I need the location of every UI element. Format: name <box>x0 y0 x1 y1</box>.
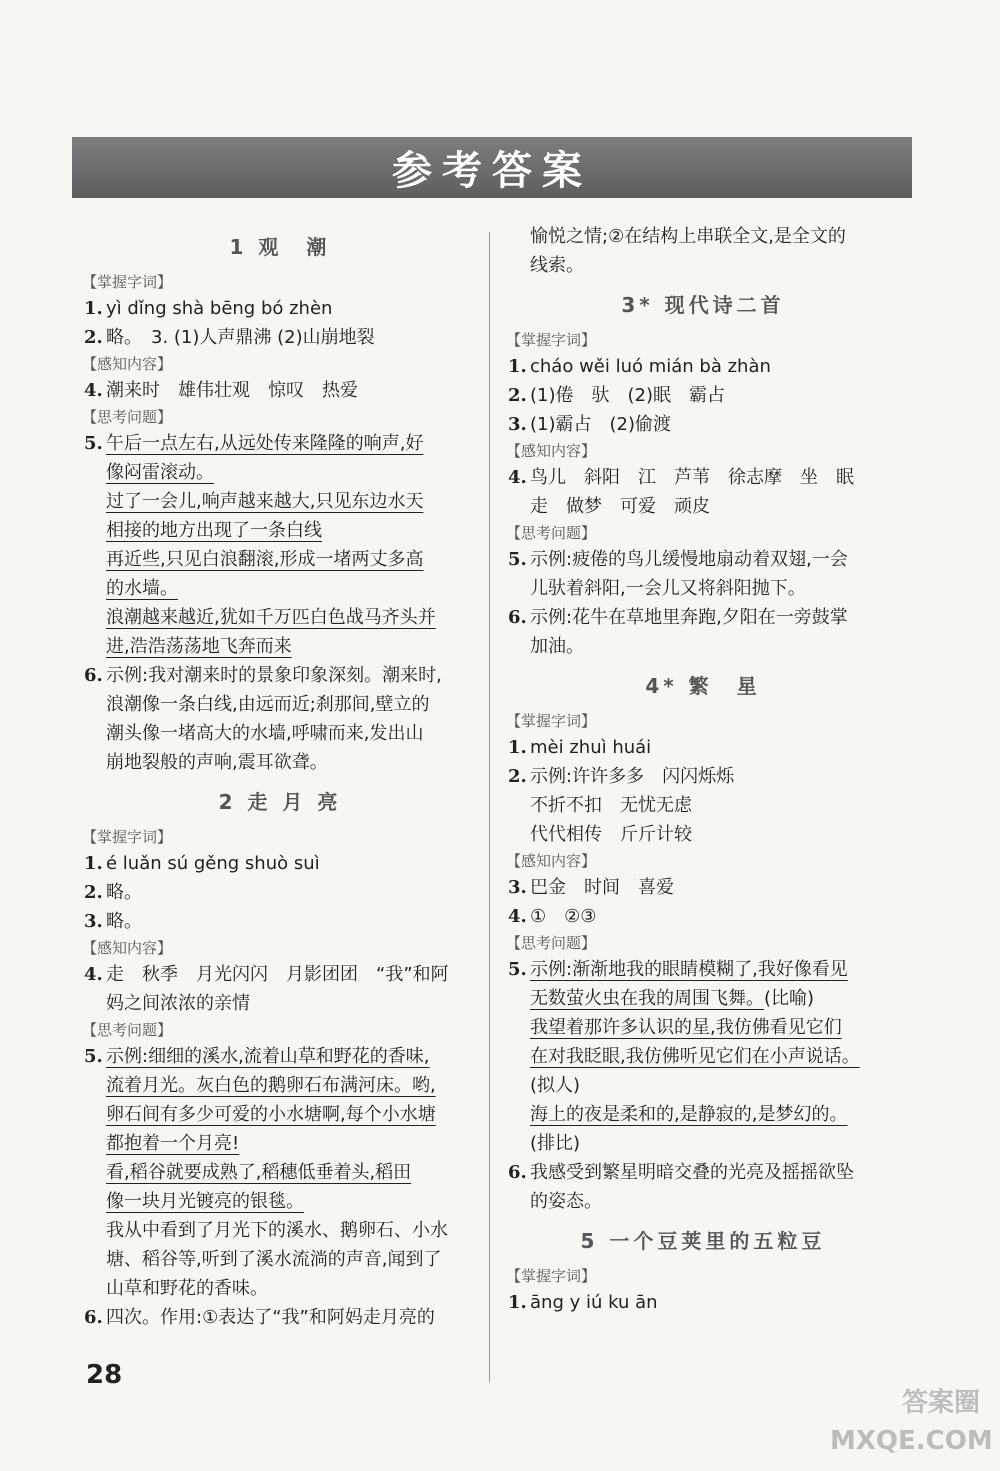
answer-line: 线索。 <box>530 255 584 276</box>
answer-line: 山草和野花的香味。 <box>106 1278 268 1299</box>
answer-number: 4. <box>508 467 527 488</box>
answer-number: 4. <box>84 380 103 401</box>
answer-line <box>84 376 476 405</box>
answer-number: 6. <box>84 1307 103 1328</box>
answer-line <box>508 545 898 574</box>
answer-line <box>84 661 476 690</box>
tag-perceive-content: 【感知内容】 <box>82 355 173 373</box>
tag-master-words: 【掌握字词】 <box>82 273 173 291</box>
answer-number: 2. <box>508 766 527 787</box>
answer-text: 四次。作用:①表达了“我”和阿妈走月亮的 <box>106 1307 435 1328</box>
tag-perceive-content: 【感知内容】 <box>506 852 597 870</box>
answer-text: āng y iú ku ān <box>530 1292 658 1313</box>
answer-text: 略。 <box>106 882 142 903</box>
answer-line: 加油。 <box>530 636 584 657</box>
answer-number: 4. <box>84 964 103 985</box>
answer-line: 海上的夜是柔和的,是静寂的,是梦幻的。 <box>530 1104 848 1125</box>
answer-line: 再近些,只见白浪翻滚,形成一堵两丈多高 <box>106 549 424 570</box>
answer-line: 浪潮越来越近,犹如千万匹白色战马齐头并 <box>106 607 436 628</box>
answer-text: 我感受到繁星明暗交叠的光亮及摇摇欲坠 <box>530 1162 854 1183</box>
answer-number: 5. <box>84 1046 103 1067</box>
answer-number: 5. <box>508 959 527 980</box>
tag-master-words: 【掌握字词】 <box>506 712 597 730</box>
answer-line: (拟人) <box>530 1075 581 1096</box>
answer-line <box>84 960 476 989</box>
answer-text: 无数萤火虫在我的周围飞舞。 <box>530 988 764 1009</box>
answer-line <box>508 1288 898 1317</box>
answer-line: 我从中看到了月光下的溪水、鹅卵石、小水 <box>106 1220 448 1241</box>
tag-think-question: 【思考问题】 <box>82 408 173 426</box>
answer-text: 示例:疲倦的鸟儿缓慢地扇动着双翅,一会 <box>530 549 848 570</box>
answer-number: 1. <box>508 356 527 377</box>
tag-think-question: 【思考问题】 <box>506 934 597 952</box>
section-title-5: 5 一个豆荚里的五粒豆 <box>580 1229 826 1253</box>
answer-text: (1)倦 驮 (2)眠 霸占 <box>530 385 725 406</box>
answer-line: 像闷雷滚动。 <box>106 462 214 483</box>
answer-line: 愉悦之情;②在结构上串联全文,是全文的 <box>530 226 846 247</box>
answer-line: 的姿态。 <box>530 1191 602 1212</box>
tag-perceive-content: 【感知内容】 <box>506 442 597 460</box>
section-title-2: 2 走 月 亮 <box>218 790 342 814</box>
tag-perceive-content: 【感知内容】 <box>82 939 173 957</box>
answer-line <box>508 762 898 791</box>
answer-text: 鸟儿 斜阳 江 芦苇 徐志摩 坐 眠 <box>530 467 854 488</box>
answer-line <box>508 873 898 902</box>
answer-number: 5. <box>84 433 103 454</box>
answer-number: 5. <box>508 549 527 570</box>
answer-number: 6. <box>84 665 103 686</box>
answer-text: é luǎn sú gěng shuò suì <box>106 853 320 874</box>
answer-line <box>84 294 476 323</box>
answer-number: 2. <box>84 882 103 903</box>
section-title-4: 4* 繁 星 <box>645 674 761 698</box>
answer-text: (1)霸占 (2)偷渡 <box>530 414 671 435</box>
answer-number: 3. <box>508 877 527 898</box>
tag-think-question: 【思考问题】 <box>506 524 597 542</box>
answer-text: 示例:细细的溪水,流着山草和野花的香味, <box>106 1046 430 1067</box>
answer-line <box>508 603 898 632</box>
watermark: 答案圈 MXQE.COM <box>830 1388 993 1456</box>
answer-text: 午后一点左右,从远处传来隆隆的响声,好 <box>106 433 424 454</box>
answer-line <box>508 955 898 984</box>
answer-line <box>508 902 898 931</box>
answer-line: 浪潮像一条白线,由远而近;刹那间,壁立的 <box>106 694 430 715</box>
answer-line: 流着月光。灰白色的鹅卵石布满河床。哟, <box>106 1075 436 1096</box>
answer-line <box>84 1303 476 1332</box>
page-title: 参考答案 <box>72 137 912 198</box>
answer-text: mèi zhuì huái <box>530 737 652 758</box>
answer-line: 潮头像一堵高大的水墙,呼啸而来,发出山 <box>106 723 424 744</box>
answer-line: 我望着那许多认识的星,我仿佛看见它们 <box>530 1017 842 1038</box>
answer-text: 潮来时 雄伟壮观 惊叹 热爱 <box>106 380 358 401</box>
left-column <box>84 222 476 1332</box>
answer-text: 示例:渐渐地我的眼睛模糊了,我好像看见 <box>530 959 848 980</box>
answer-line <box>508 410 898 439</box>
answer-line <box>508 352 898 381</box>
answer-text: 示例:许许多多 闪闪烁烁 <box>530 766 735 787</box>
answer-note: (比喻) <box>764 988 815 1009</box>
answer-line: 看,稻谷就要成熟了,稻穗低垂着头,稻田 <box>106 1162 412 1183</box>
answer-line <box>84 1042 476 1071</box>
answer-line: 卵石间有多少可爱的小水塘啊,每个小水塘 <box>106 1104 436 1125</box>
answer-text: 走 秋季 月光闪闪 月影团团 “我”和阿 <box>106 964 449 985</box>
answer-number: 1. <box>508 1292 527 1313</box>
answer-number: 1. <box>84 298 103 319</box>
answer-line <box>508 463 898 492</box>
answer-text: 示例:花牛在草地里奔跑,夕阳在一旁鼓掌 <box>530 607 848 628</box>
answer-line <box>84 429 476 458</box>
answer-line: (排比) <box>530 1133 581 1154</box>
answer-line <box>508 1158 898 1187</box>
answer-text: yì dǐng shà bēng bó zhèn <box>106 298 333 319</box>
answer-line <box>84 907 476 936</box>
answer-line: 妈之间浓浓的亲情 <box>106 993 250 1014</box>
answer-line: 相接的地方出现了一条白线 <box>106 520 322 541</box>
section-title-3: 3* 现代诗二首 <box>621 293 785 317</box>
answer-line <box>508 733 898 762</box>
answer-line: 塘、稻谷等,听到了溪水流淌的声音,闻到了 <box>106 1249 442 1270</box>
answer-line: 在对我眨眼,我仿佛听见它们在小声说话。 <box>530 1046 860 1067</box>
answer-number: 6. <box>508 1162 527 1183</box>
answer-number: 4. <box>508 906 527 927</box>
answer-line: 儿驮着斜阳,一会儿又将斜阳抛下。 <box>530 578 806 599</box>
answer-text: 巴金 时间 喜爱 <box>530 877 674 898</box>
column-divider <box>489 232 490 1382</box>
right-column <box>508 222 898 1317</box>
answer-line <box>84 323 476 352</box>
answer-number: 3. <box>508 414 527 435</box>
answer-line: 像一块月光镀亮的银毯。 <box>106 1191 304 1212</box>
answer-line <box>508 381 898 410</box>
section-title-1: 1 观 潮 <box>229 235 331 259</box>
answer-text: 略。 <box>106 911 142 932</box>
answer-text: ① ②③ <box>530 906 597 927</box>
answer-number: 3. <box>84 911 103 932</box>
answer-line: 代代相传 斤斤计较 <box>530 824 692 845</box>
tag-master-words: 【掌握字词】 <box>506 331 597 349</box>
answer-text: 示例:我对潮来时的景象印象深刻。潮来时, <box>106 665 442 686</box>
answer-line: 过了一会儿,响声越来越大,只见东边水天 <box>106 491 424 512</box>
answer-line <box>84 849 476 878</box>
answer-line: 走 做梦 可爱 顽皮 <box>530 496 710 517</box>
answer-number: 6. <box>508 607 527 628</box>
tag-master-words: 【掌握字词】 <box>506 1267 597 1285</box>
answer-line <box>84 878 476 907</box>
answer-number: 2. <box>508 385 527 406</box>
tag-think-question: 【思考问题】 <box>82 1021 173 1039</box>
answer-text: 略。 <box>106 327 133 348</box>
answer-number: 1. <box>84 853 103 874</box>
answer-number: 1. <box>508 737 527 758</box>
answer-line: 不折不扣 无忧无虑 <box>530 795 692 816</box>
answer-line: 崩地裂般的声响,震耳欲聋。 <box>106 752 328 773</box>
answer-line: 的水墙。 <box>106 578 178 599</box>
tag-master-words: 【掌握字词】 <box>82 828 173 846</box>
answer-line: 都抱着一个月亮! <box>106 1133 240 1154</box>
page-number: 28 <box>86 1360 123 1390</box>
answer-line <box>508 984 898 1013</box>
answer-number: 2. <box>84 327 103 348</box>
answer-text: cháo wěi luó mián bà zhàn <box>530 356 771 377</box>
answer-line: 进,浩浩荡荡地飞奔而来 <box>106 636 292 657</box>
answer-text: 3. (1)人声鼎沸 (2)山崩地裂 <box>151 327 375 348</box>
